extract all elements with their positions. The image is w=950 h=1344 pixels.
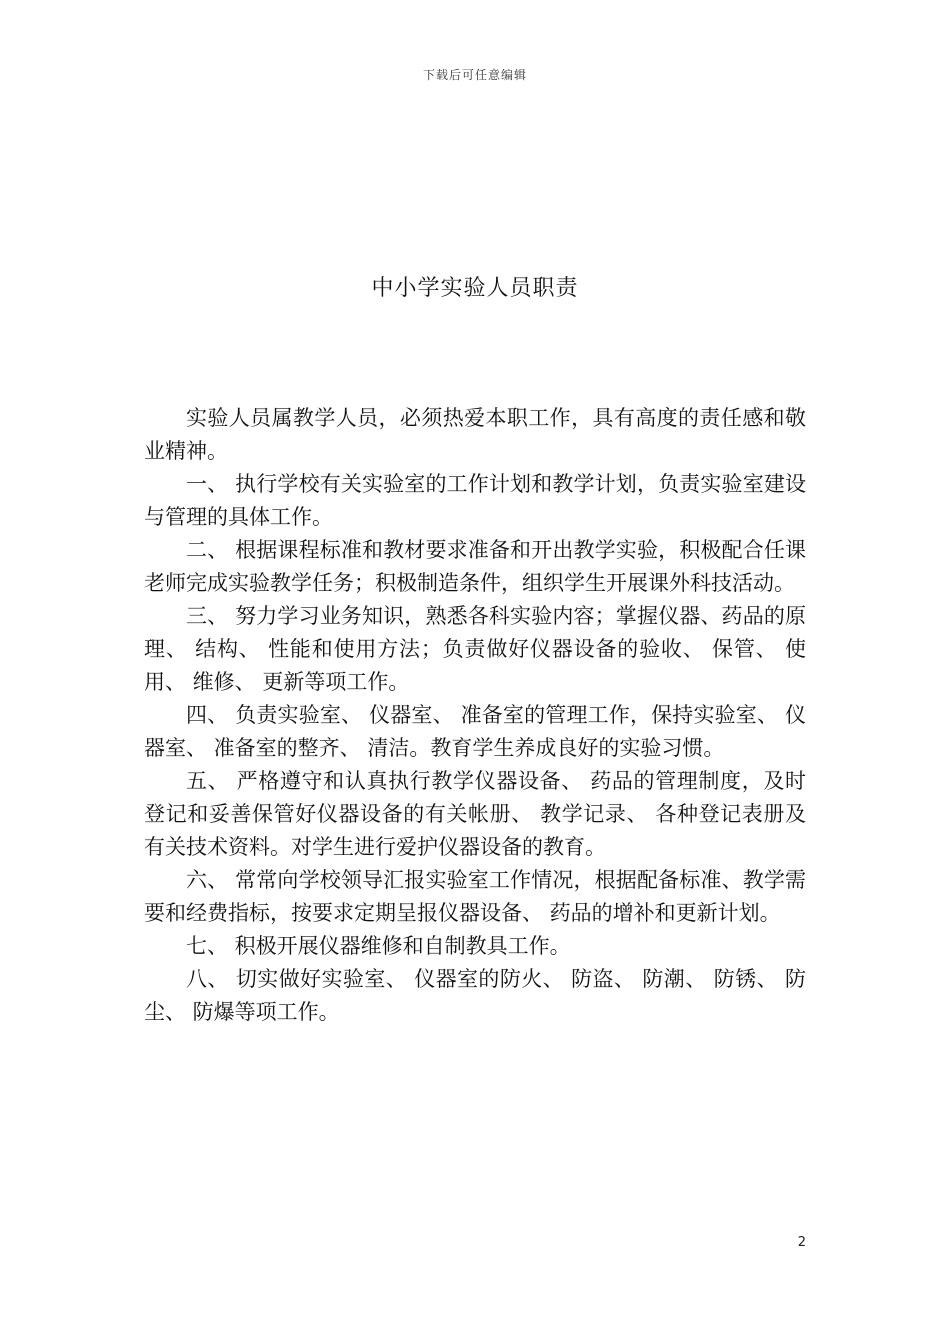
header-note: 下载后可任意编辑 <box>422 68 527 82</box>
paragraph-item-5: 五、 严格遵守和认真执行教学仪器设备、 药品的管理制度，及时登记和妥善保管好仪器设备的有关帐册、 教学记录、 各种登记表册及有关技术资料。对学生进行爱护仪器设备的教育。 <box>144 769 806 859</box>
paragraph-item-3: 三、 努力学习业务知识，熟悉各科实验内容；掌握仪器、药品的原理、 结构、 性能和使用方法；负责做好仪器设备的验收、 保管、 使用、 维修、 更新等项工作。 <box>144 604 806 694</box>
paragraph-item-1: 一、 执行学校有关实验室的工作计划和教学计划，负责实验室建设与管理的具体工作。 <box>144 472 806 529</box>
paragraph-item-7: 七、 积极开展仪器维修和自制教具工作。 <box>186 934 571 958</box>
paragraph-item-4: 四、 负责实验室、 仪器室、 准备室的管理工作，保持实验室、 仪器室、 准备室的整齐、 清洁。教育学生养成良好的实验习惯。 <box>144 703 806 760</box>
paragraph-item-6: 六、 常常向学校领导汇报实验室工作情况，根据配备标准、教学需要和经费指标，按要求定期呈报仪器设备、 药品的增补和更新计划。 <box>144 868 806 925</box>
document-body <box>144 402 806 1029</box>
paragraph-item-2: 二、 根据课程标准和教材要求准备和开出教学实验，积极配合任课老师完成实验教学任务；积极制造条件，组织学生开展课外科技活动。 <box>144 538 806 595</box>
paragraph-item-8: 八、 切实做好实验室、 仪器室的防火、 防盗、 防潮、 防锈、 防尘、 防爆等项工作。 <box>144 967 806 1024</box>
document-title: 中小学实验人员职责 <box>371 276 579 301</box>
page-number: 2 <box>797 1235 806 1250</box>
paragraph-intro: 实验人员属教学人员，必须热爱本职工作，具有高度的责任感和敬业精神。 <box>144 406 806 463</box>
